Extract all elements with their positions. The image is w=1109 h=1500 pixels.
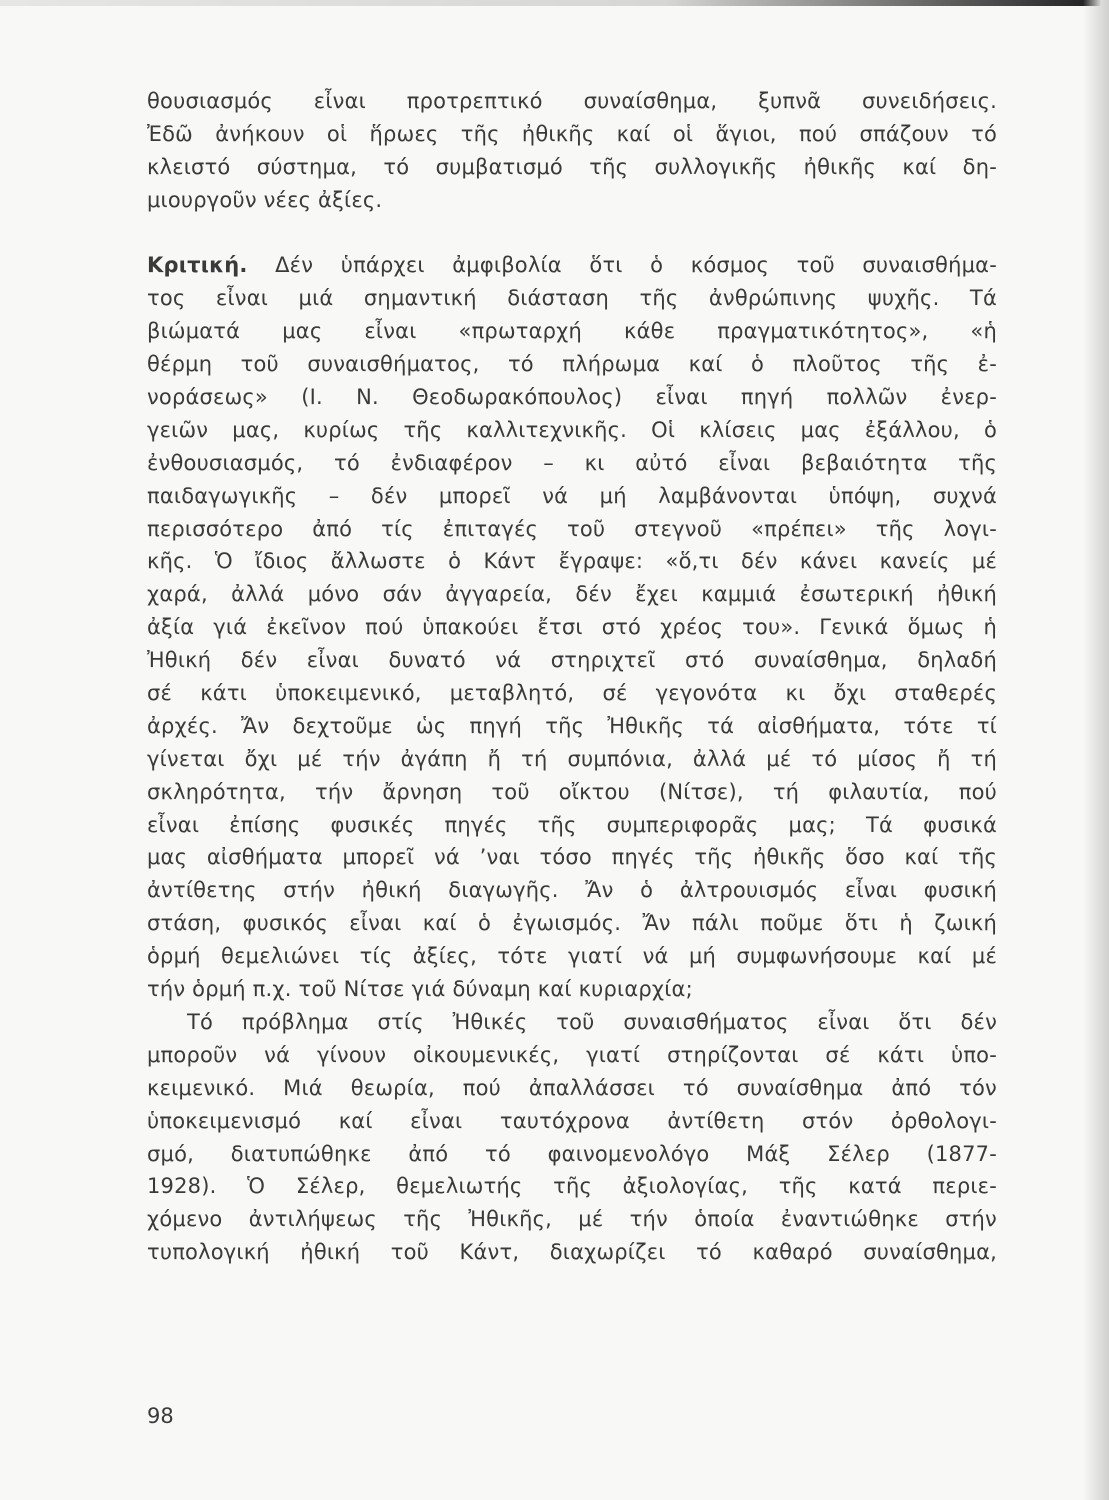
- text-line: Τό πρόβλημα στίς Ἠθικές τοῦ συναισθήματος εἶναι ὅτι δέν: [187, 1009, 997, 1034]
- text-line: κλειστό σύστημα, τό συμβατισμό τῆς συλλογικῆς ἠθικῆς καί δη-: [147, 154, 997, 179]
- text-line: γίνεται ὄχι μέ τήν ἀγάπη ἤ τή συμπόνια, ἀλλά μέ τό μίσος ἤ τή: [147, 746, 997, 771]
- scan-top-edge: [0, 0, 1109, 6]
- text-line: περισσότερο ἀπό τίς ἐπιταγές τοῦ στεγνοῦ «πρέπει» τῆς λογι-: [147, 516, 997, 541]
- text-line: ἐνθουσιασμός, τό ἐνδιαφέρον – κι αὐτό εἶναι βεβαιότητα τῆς: [147, 450, 997, 475]
- text-line: σμό, διατυπώθηκε ἀπό τό φαινομενολόγο Μάξ Σέλερ (1877-: [147, 1141, 997, 1166]
- page-number: 98: [147, 1404, 174, 1428]
- body-text: [147, 85, 997, 1269]
- text-line: ἀντίθετης στήν ἠθική διαγωγῆς. Ἄν ὁ ἀλτρουισμός εἶναι φυσική: [147, 878, 997, 903]
- text-line: θέρμη τοῦ συναισθήματος, τό πλήρωμα καί ὁ πλοῦτος τῆς ἐ-: [147, 352, 997, 377]
- scan-right-edge: [1083, 0, 1109, 1500]
- text-line: Ἐδῶ ἀνήκουν οἱ ἥρωες τῆς ἠθικῆς καί οἱ ἅγιοι, πού σπάζουν τό: [147, 121, 997, 146]
- text-line: γειῶν μας, κυρίως τῆς καλλιτεχνικῆς. Οἱ κλίσεις μας ἐξάλλου, ὁ: [147, 417, 997, 442]
- text-line: στάση, φυσικός εἶναι καί ὁ ἐγωισμός. Ἄν πάλι ποῦμε ὅτι ἡ ζωική: [147, 911, 997, 936]
- text-line: ὑποκειμενισμό καί εἶναι ταυτόχρονα ἀντίθετη στόν ὀρθολογι-: [147, 1108, 997, 1133]
- text-line: Ἠθική δέν εἶναι δυνατό νά στηριχτεῖ στό συναίσθημα, δηλαδή: [147, 648, 997, 673]
- text-line: 1928). Ὁ Σέλερ, θεμελιωτής τῆς ἀξιολογίας, τῆς κατά περιε-: [147, 1174, 997, 1199]
- text-line: κῆς. Ὁ ἴδιος ἄλλωστε ὁ Κάντ ἔγραψε: «ὅ,τι δέν κάνει κανείς μέ: [147, 549, 997, 574]
- text-line: μας αἰσθήματα μπορεῖ νά ’ναι τόσο πηγές τῆς ἠθικῆς ὅσο καί τῆς: [147, 845, 997, 870]
- text-line: κειμενικό. Μιά θεωρία, πού ἀπαλλάσσει τό συναίσθημα ἀπό τόν: [147, 1075, 997, 1100]
- text-line: νοράσεως» (Ι. Ν. Θεοδωρακόπουλος) εἶναι πηγή πολλῶν ἐνερ-: [147, 385, 997, 410]
- text-line: σκληρότητα, τήν ἄρνηση τοῦ οἴκτου (Νίτσε), τή φιλαυτία, πού: [147, 779, 997, 804]
- text-line: εἶναι ἐπίσης φυσικές πηγές τῆς συμπεριφορᾶς μας; Τά φυσικά: [147, 812, 997, 837]
- text-line: χαρά, ἀλλά μόνο σάν ἀγγαρεία, δέν ἔχει καμμιά ἐσωτερική ἠθική: [147, 582, 997, 607]
- text-line: ἀρχές. Ἄν δεχτοῦμε ὡς πηγή τῆς Ἠθικῆς τά αἰσθήματα, τότε τί: [147, 713, 997, 738]
- text-line: [147, 249, 997, 282]
- section-heading-critique: Κριτική.: [147, 253, 248, 278]
- text-line: θουσιασμός εἶναι προτρεπτικό συναίσθημα, ξυπνᾶ συνειδήσεις.: [147, 89, 997, 113]
- text-line: ὁρμή θεμελιώνει τίς ἀξίες, τότε γιατί νά μή συμφωνήσουμε καί μέ: [147, 944, 997, 969]
- text-line: σέ κάτι ὑποκειμενικό, μεταβλητό, σέ γεγονότα κι ὄχι σταθερές: [147, 681, 997, 706]
- text-line: μιουργοῦν νέες ἀξίες.: [147, 187, 383, 212]
- text-line-rest: Δέν ὑπάρχει ἀμφιβολία ὅτι ὁ κόσμος τοῦ συναισθήμα-: [275, 253, 997, 278]
- text-line: παιδαγωγικῆς – δέν μπορεῖ νά μή λαμβάνονται ὑπόψη, συχνά: [147, 483, 997, 508]
- paragraph-gap: [147, 217, 997, 250]
- text-line: τυπολογική ἠθική τοῦ Κάντ, διαχωρίζει τό καθαρό συναίσθημα,: [147, 1240, 997, 1265]
- text-line: χόμενο ἀντιλήψεως τῆς Ἠθικῆς, μέ τήν ὁποία ἐναντιώθηκε στήν: [147, 1207, 997, 1232]
- text-line: βιώματά μας εἶναι «πρωταρχή κάθε πραγματικότητος», «ἡ: [147, 319, 997, 344]
- text-line: μποροῦν νά γίνουν οἰκουμενικές, γιατί στηρίζονται σέ κάτι ὑπο-: [147, 1042, 997, 1067]
- text-line: τήν ὁρμή π.χ. τοῦ Νίτσε γιά δύναμη καί κυριαρχία;: [147, 977, 693, 1002]
- text-line: τος εἶναι μιά σημαντική διάσταση τῆς ἀνθρώπινης ψυχῆς. Τά: [147, 286, 997, 311]
- text-line: ἀξία γιά ἐκεῖνον πού ὑπακούει ἔτσι στό χρέος του». Γενικά ὅμως ἡ: [147, 615, 997, 640]
